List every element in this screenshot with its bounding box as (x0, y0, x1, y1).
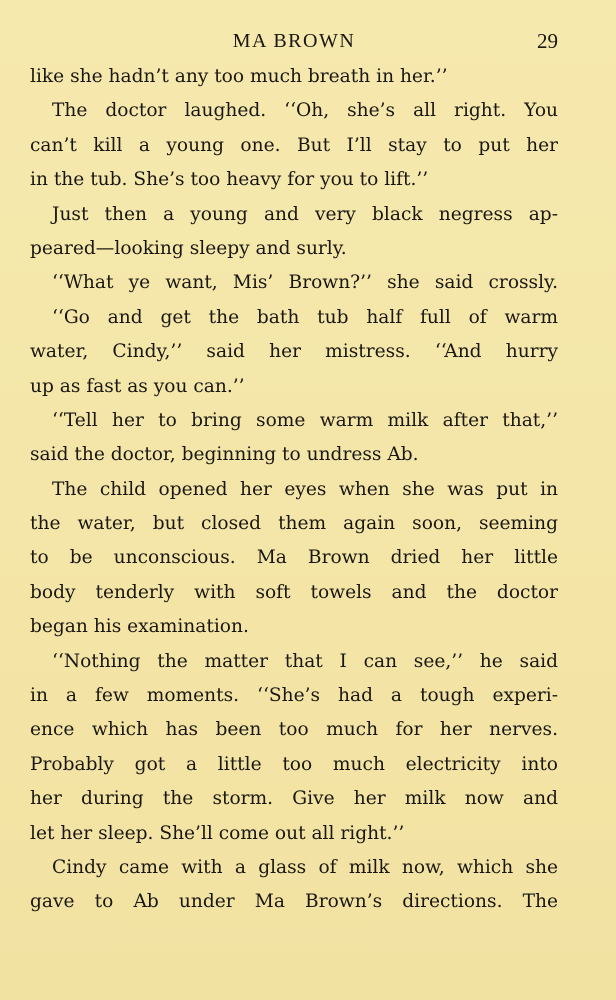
text-line: ence which has been too much for her nerves. (30, 719, 558, 741)
running-title: MA BROWN (232, 30, 356, 52)
text-line: to be unconscious. Ma Brown dried her little (30, 547, 558, 569)
text-line: peared—looking sleepy and surly. (30, 237, 347, 259)
text-line: like she hadn’t any too much breath in her.’’ (30, 66, 448, 87)
text-line: The doctor laughed. ‘‘Oh, she’s all right. You (52, 100, 558, 122)
text-line: The child opened her eyes when she was put in (52, 478, 558, 500)
text-line: in a few moments. ‘‘She’s had a tough experi- (30, 685, 558, 707)
text-line: let her sleep. She’ll come out all right.’’ (30, 822, 405, 844)
text-line: water, Cindy,’’ said her mistress. ‘‘And hurry (30, 341, 558, 363)
text-line: ‘‘What ye want, Mis’ Brown?’’ she said crossly. (52, 272, 558, 294)
text-line: began his examination. (30, 616, 249, 638)
text-line: Just then a young and very black negress ap- (52, 203, 558, 225)
page-number: 29 (537, 29, 558, 53)
text-line: can’t kill a young one. But I’ll stay to put her (30, 134, 558, 156)
text-line: ‘‘Nothing the matter that I can see,’’ he said (52, 650, 558, 672)
text-line: ‘‘Go and get the bath tub half full of warm (52, 306, 558, 328)
text-line: in the tub. She’s too heavy for you to lift.’’ (30, 169, 429, 191)
text-line: Cindy came with a glass of milk now, which she (52, 856, 558, 878)
text-line: said the doctor, beginning to undress Ab. (30, 444, 419, 466)
text-line: gave to Ab under Ma Brown’s directions. The (30, 891, 558, 913)
text-line: ‘‘Tell her to bring some warm milk after that,’’ (52, 409, 558, 431)
text-line: the water, but closed them again soon, seeming (30, 513, 558, 535)
text-line: Probably got a little too much electricity into (30, 753, 558, 775)
body-text (30, 60, 558, 920)
text-line: her during the storm. Give her milk now and (30, 788, 558, 810)
text-line: body tenderly with soft towels and the doctor (30, 581, 558, 603)
running-head (30, 26, 558, 56)
text-line: up as fast as you can.’’ (30, 375, 245, 397)
